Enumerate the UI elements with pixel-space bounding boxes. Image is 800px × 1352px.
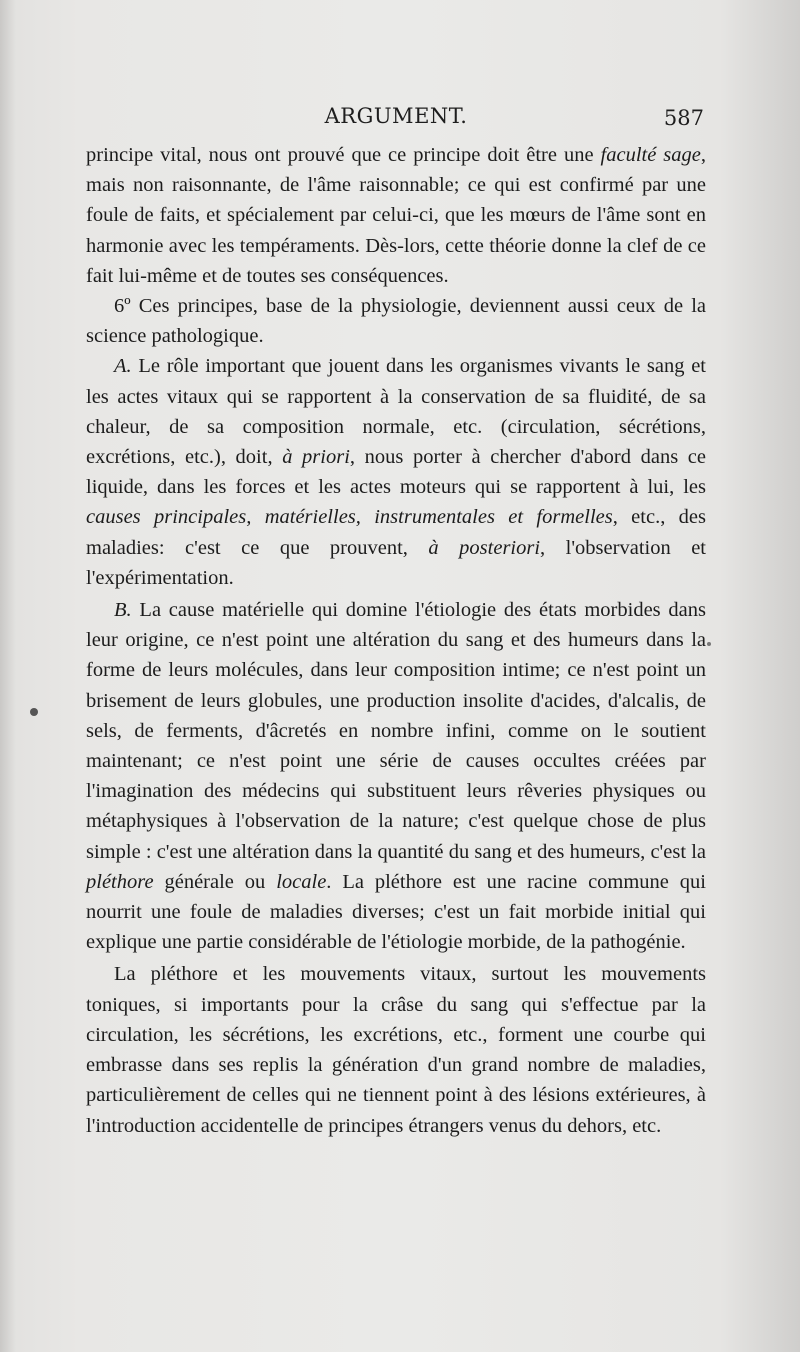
paragraph-3-italic-c: à posteriori (428, 536, 541, 559)
paragraph-1-italic-a: faculté sage (600, 144, 701, 166)
paragraph-1-text-b: , mais non raisonnante, de l'âme raisonnable; ce qui est confirmé par une foule de faits, et spécialement par celui-ci, que les mœurs de l'âme sont en harmonie avec les tempéraments. Dès-lors, cette théorie donne la clef de ce fait lui-même et de toutes ses conséquences. (86, 144, 706, 287)
paragraph-3-text-b: , nous porter à chercher d'abord dans ce liquide, dans les forces et les actes moteurs qui se rapportent à lui, les (86, 446, 707, 499)
paragraph-1 (86, 140, 706, 291)
paragraph-3-text-d: , l'observation et l'expérimentation. (86, 536, 706, 589)
paragraph-4-italic-a: pléthore (86, 870, 154, 893)
running-title: ARGUMENT. (324, 104, 468, 128)
paragraph-3-text-a: Le rôle important que jouent dans les organismes vivants le sang et les actes vitaux qui se rapportent à la conservation de sa fluidité, de sa chaleur, de sa composition normale, etc. (circulation, sécrétions, excrétions, etc.), doit, (86, 355, 706, 469)
paragraph-1-text-a: principe vital, nous ont prouvé que ce principe doit être une (86, 144, 601, 166)
ink-spot-small (707, 642, 711, 646)
paragraph-3-text-c: , etc., des maladies: c'est ce que prouvent, (86, 506, 706, 559)
paragraph-3-italic-b: causes principales, matérielles, instrumentales et formelles (86, 506, 613, 529)
paragraph-2: 6º Ces principes, base de la physiologie, deviennent aussi ceux de la science pathologique. (86, 295, 706, 348)
paragraph-3-italic-a: à priori (282, 446, 350, 469)
paragraph-4 (86, 595, 706, 957)
ink-spot (30, 708, 38, 716)
paragraph-3-label: A. (114, 355, 132, 378)
body-text (86, 140, 706, 1141)
paragraph-4-label: B. (114, 599, 132, 622)
paragraph-5: La pléthore et les mouvements vitaux, surtout les mouvements toniques, si importants pour la crâse du sang qui s'effectue par la circulation, les sécrétions, les excrétions, etc., forment une courbe qui embrasse dans ses replis la génération d'un grand nombre de maladies, particulièrement de celles qui ne tiennent point à des lésions extérieures, à l'introduction accidentelle de principes étrangers venus du dehors, etc. (86, 963, 706, 1137)
paragraph-4-text-b: générale ou (153, 870, 277, 893)
page-header (86, 100, 706, 134)
paragraph-4-text-a: La cause matérielle qui domine l'étiologie des états morbides dans leur origine, ce n'est point une altération du sang et des humeurs dans la forme de leurs molécules, dans leur composition intime; ce n'est point un brisement de leurs globules, une production insolite d'acides, d'alcalis, de sels, de ferments, d'âcretés en nombre infini, comme on le soutient maintenant; ce n'est point une série de causes occultes créées par l'imagination des médecins qui substituent leurs rêveries physiques ou métaphysiques à l'observation de la nature; c'est quelque chose de plus simple : c'est une altération dans la quantité du sang et des humeurs, c'est la (86, 599, 706, 863)
paragraph-4-italic-b: locale (276, 870, 327, 893)
page-number: 587 (663, 106, 704, 130)
paragraph-3 (86, 351, 706, 593)
paragraph-4-text-c: . La pléthore est une racine commune qui nourrit une foule de maladies diverses; c'est un fait morbide initial qui explique une partie considérable de l'étiologie morbide, de la pathogénie. (86, 870, 707, 954)
